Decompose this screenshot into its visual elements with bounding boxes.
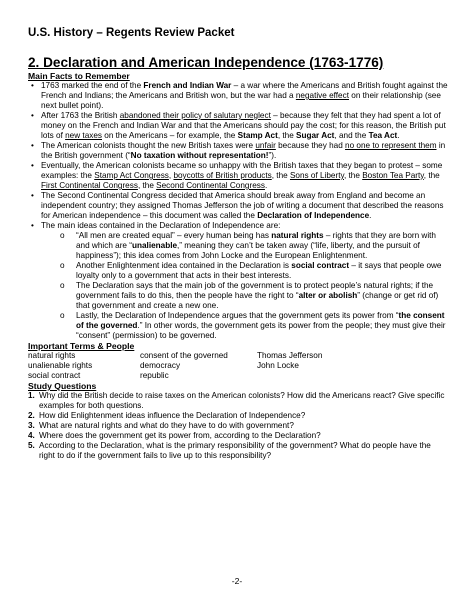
idea-3: o The Declaration says that the main job of the government is to protect people’s natural rights; if the government fails to do this, then the people have the right to “alter or abolish” (change or get rid of) that government and create a new one. <box>54 281 448 311</box>
question: 1. Why did the British decide to raise taxes on the American colonists? How did the Americans react? Give specific examples for both questions. <box>28 391 445 410</box>
idea-2: o Another Enlightenment idea contained in the Declaration is social contract – it says that people owe loyalty only to a government that acts in their best interests. <box>54 261 448 281</box>
fact-5: • The Second Continental Congress decided that America should break away from England and become an independent country; they assigned Thomas Jefferson the job of writing a document that described the reasons for American independence – this document was called the Declaration of Independence. <box>28 191 448 221</box>
terms-heading: Important Terms & People <box>28 341 135 351</box>
ideas-list <box>54 231 448 341</box>
idea-4: o Lastly, the Declaration of Independence argues that the government gets its power from “the consent of the governed.” In other words, the government gets its power from the people; they must give their “consent” (permission) to be governed. <box>54 311 448 341</box>
questions-heading: Study Questions <box>28 381 97 391</box>
question: 5. According to the Declaration, what is the primary responsibility of the government? What do people have the right to do if the government fails to live up to this responsibility? <box>28 441 431 460</box>
fact-1: • 1763 marked the end of the French and Indian War – a war where the Americans and British fought against the French and Indians; the Americans and British won, but the war had a negative effect on their relationship (see next bullet point). <box>28 81 448 111</box>
term: consent of the governed <box>140 351 228 360</box>
term: John Locke <box>257 361 299 370</box>
facts-list <box>28 81 448 341</box>
facts-heading: Main Facts to Remember <box>28 71 130 81</box>
term: unalienable rights <box>28 361 93 370</box>
page-number: -2- <box>231 576 243 586</box>
fact-6: • The main ideas contained in the Declaration of Independence are: o “All men are created equal” – every human being has natural rights – rights that they are born with and which are “unalienable,” meaning they can’t be taken away (“life, liberty, and the pursuit of happiness”); this idea comes from John Locke and the European Enlightenment. o Another Enlightenment idea contained in the Declaration is social contract – it says that people owe loyalty only to a government that acts in their best interests. o The Declaration says that the main job of the government is to protect people’s natural rights; if the government fails to do this, then the people have the right to “alter or abolish” (change or get rid of) that government and create a new one. o Lastly, the Declaration of Independence argues that the government gets its power from “the consent of the governed.” In other words, the government gets its power from the people; they must give their “consent” (permission) to be governed. <box>28 221 448 341</box>
term: republic <box>140 371 169 380</box>
fact-4: • Eventually, the American colonists became so unhappy with the British taxes that they began to protest – some examples: the Stamp Act Congress, boycotts of British products, the Sons of Liberty, the Boston Tea Party, the First Continental Congress, the Second Continental Congress. <box>28 161 448 191</box>
section-title: 2. Declaration and American Independence (1763-1776) <box>28 55 384 70</box>
idea-1: o “All men are created equal” – every human being has natural rights – rights that they are born with and which are “unalienable,” meaning they can’t be taken away (“life, liberty, and the pursuit of happiness”); this idea comes from John Locke and the European Enlightenment. <box>54 231 448 261</box>
term: democracy <box>140 361 181 370</box>
page-header: U.S. History – Regents Review Packet <box>28 27 235 39</box>
term: social contract <box>28 371 81 380</box>
question: 4. Where does the government get its power from, according to the Declaration? <box>28 431 321 440</box>
terms-grid <box>28 351 448 381</box>
fact-3: • The American colonists thought the new British taxes were unfair because they had no one to represent them in the British government (“No taxation without representation!”). <box>28 141 448 161</box>
questions-list <box>28 391 448 461</box>
fact-2: • After 1763 the British abandoned their policy of salutary neglect – because they felt that they had spent a lot of money on the French and Indian War and that the Americans should pay the cost; for this reason, the British put lots of new taxes on the Americans – for example, the Stamp Act, the Sugar Act, and the Tea Act. <box>28 111 448 141</box>
term: Thomas Jefferson <box>257 351 323 360</box>
content <box>28 71 448 461</box>
question: 2. How did Enlightenment ideas influence the Declaration of Independence? <box>28 411 306 420</box>
term: natural rights <box>28 351 76 360</box>
question: 3. What are natural rights and what do they have to do with government? <box>28 421 294 430</box>
